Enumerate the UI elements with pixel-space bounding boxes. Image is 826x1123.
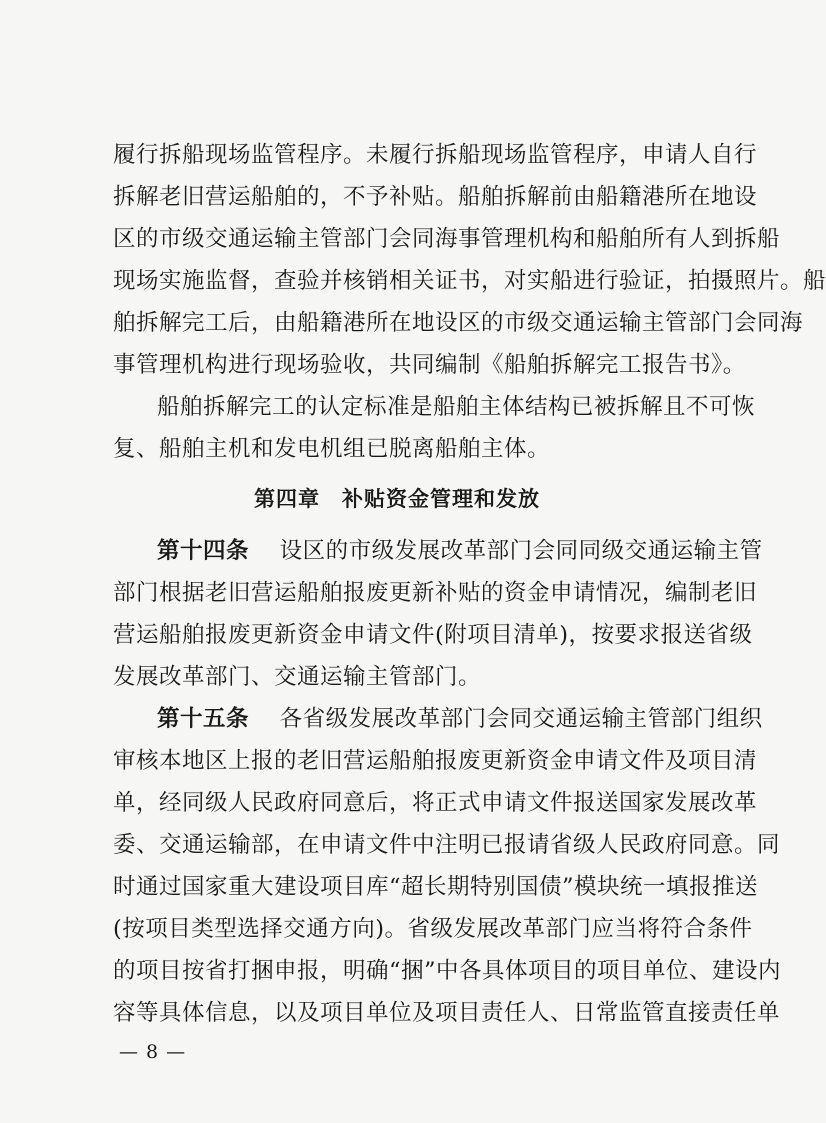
paragraph-line: 拆解老旧营运船舶的，不予补贴。船舶拆解前由船籍港所在地设 [113, 184, 758, 210]
paragraph-line: 复、船舶主机和发电机组已脱离船舶主体。 [113, 436, 551, 462]
paragraph-line: 船舶拆解完工的认定标准是船舶主体结构已被拆解且不可恢 [157, 394, 756, 420]
article-15-label: 第十五条 [157, 706, 250, 732]
paragraph-line: 时通过国家重大建设项目库“超长期特别国债”模块统一填报推送 [113, 874, 759, 900]
paragraph-line: 审核本地区上报的老旧营运船舶报废更新资金申请文件及项目清 [113, 748, 758, 774]
article-15-first-line [157, 704, 763, 734]
article-14-text: 设区的市级发展改革部门会同同级交通运输主管 [279, 538, 763, 564]
paragraph-line: (按项目类型选择交通方向)。省级发展改革部门应当将符合条件 [113, 916, 753, 942]
article-15-text: 各省级发展改革部门会同交通运输主管部门组织 [279, 706, 763, 732]
paragraph-line: 委、交通运输部，在申请文件中注明已报请省级人民政府同意。同 [113, 832, 781, 858]
paragraph-line: 事管理机构进行现场验收，共同编制《船舶拆解完工报告书》。 [113, 352, 746, 378]
paragraph-line: 区的市级交通运输主管部门会同海事管理机构和船舶所有人到拆船 [113, 226, 781, 252]
article-14-label: 第十四条 [157, 538, 250, 564]
chapter-heading: 第四章 补贴资金管理和发放 [254, 487, 540, 511]
paragraph-line: 部门根据老旧营运船舶报废更新补贴的资金申请情况，编制老旧 [113, 580, 758, 606]
paragraph-line: 履行拆船现场监管程序。未履行拆船现场监管程序，申请人自行 [113, 142, 758, 168]
paragraph-line: 营运船舶报废更新资金申请文件(附项目清单)，按要求报送省级 [113, 622, 753, 648]
paragraph-line: 舶拆解完工后，由船籍港所在地设区的市级交通运输主管部门会同海 [113, 310, 804, 336]
paragraph-line: 现场实施监督，查验并核销相关证书，对实船进行验证，拍摄照片。船 [113, 268, 826, 294]
paragraph-line: 容等具体信息，以及项目单位及项目责任人、日常监管直接责任单 [113, 1000, 781, 1026]
article-14-first-line [157, 536, 763, 566]
paragraph-line: 发展改革部门、交通运输主管部门。 [113, 664, 482, 690]
page-number: — 8 — [119, 1041, 187, 1063]
paragraph-line: 单，经同级人民政府同意后，将正式申请文件报送国家发展改革 [113, 790, 758, 816]
paragraph-line: 的项目按省打捆申报，明确“捆”中各具体项目的项目单位、建设内 [113, 958, 782, 984]
